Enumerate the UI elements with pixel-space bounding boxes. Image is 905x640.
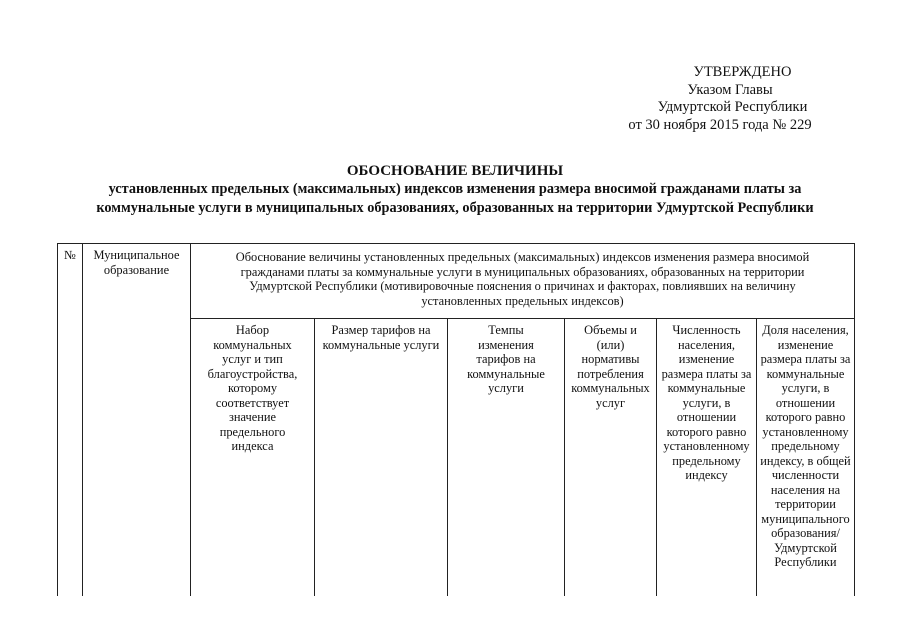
col-municipality-header: Муниципальное образование: [83, 244, 191, 597]
approval-line-3: от 30 ноября 2015 года № 229: [628, 116, 812, 133]
table-header-row: [58, 244, 855, 319]
approval-line-2: Удмуртской Республики: [657, 99, 808, 115]
subcol-tariff-rate: Темпы изменения тарифов на коммунальные услуги: [448, 319, 565, 597]
justification-table: [57, 243, 855, 597]
approval-title: УТВЕРЖДЕНО: [693, 64, 792, 80]
document-subtitle-line-1: установленных предельных (максимальных) индексов изменения размера вносимой гражданами платы за: [108, 181, 802, 197]
subcol-population-share: Доля населения, изменение размера платы за коммунальные услуги, в отношении которого равно установленному предельному индексу, в общей численности населения на территории муниципального образования/ Удмуртской Республики: [757, 319, 855, 597]
document-title: ОБОСНОВАНИЕ ВЕЛИЧИНЫ: [346, 163, 564, 179]
approval-stamp: [560, 64, 880, 134]
document-subtitle-line-2: коммунальные услуги в муниципальных образованиях, образованных на территории Удмуртской Республики: [96, 199, 814, 216]
document-subtitle: [40, 180, 870, 217]
subcol-consumption-volume: Объемы и (или) нормативы потребления коммунальных услуг: [565, 319, 657, 597]
approval-line-1: Указом Главы: [687, 81, 773, 98]
subcol-population-count: Численность населения, изменение размера платы за коммунальные услуги, в отношении которого равно установленному предельному индексу: [657, 319, 757, 597]
col-number-header: №: [58, 244, 83, 597]
col-justification-header: Обоснование величины установленных предельных (максимальных) индексов изменения размера вносимой гражданами платы за коммунальные услуги в муниципальных образованиях, образованных на территории Удмуртской Республики (мотивировочные пояснения о причинах и факторах, повлиявших на величину установленных предельных индексов): [191, 244, 855, 319]
subcol-services-set: Набор коммунальных услуг и тип благоустройства, которому соответствует значение предельного индекса: [191, 319, 315, 597]
page-bottom-margin: [0, 596, 905, 640]
subcol-tariff-size: Размер тарифов на коммунальные услуги: [315, 319, 448, 597]
